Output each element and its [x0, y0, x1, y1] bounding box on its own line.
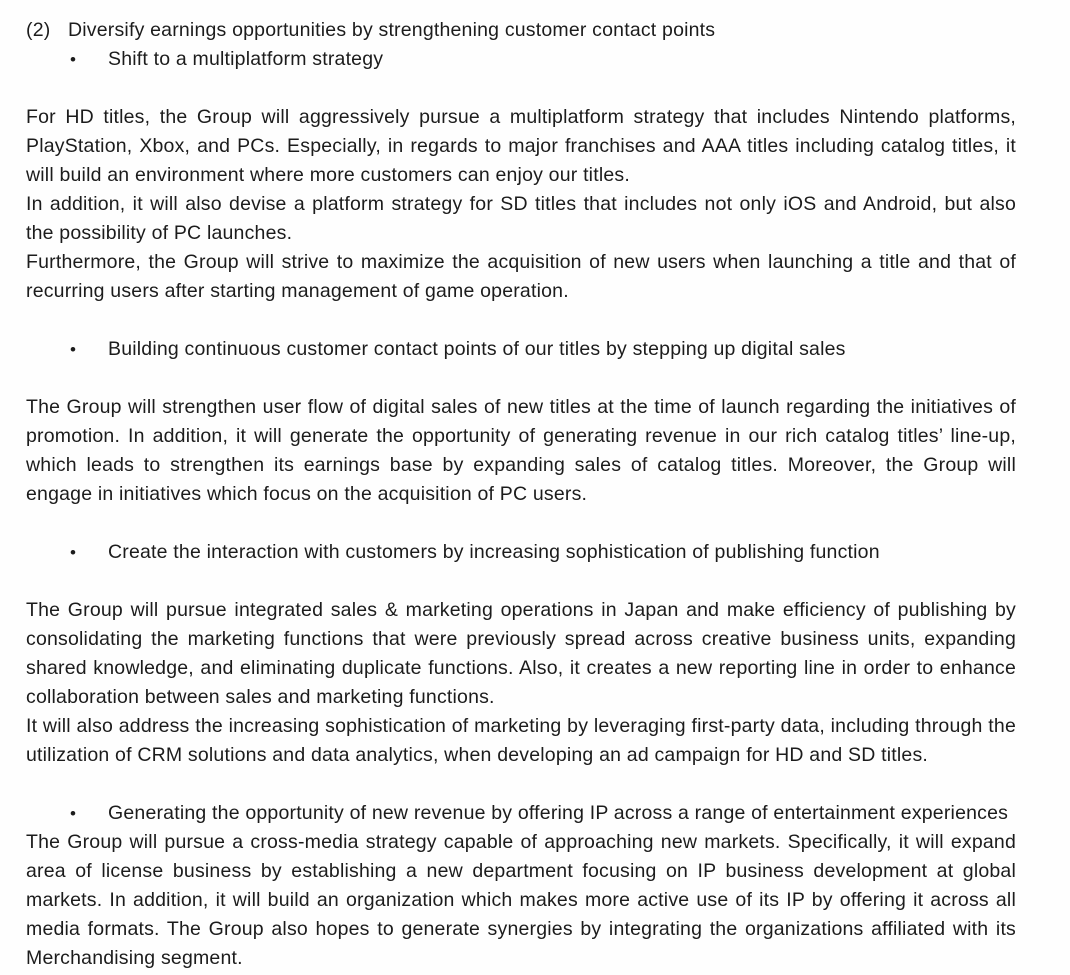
bullet-dot-icon: • — [70, 543, 77, 562]
body-block-multiplatform — [26, 103, 1016, 306]
page-title: Diversify earnings opportunities by strengthening customer contact points — [68, 19, 716, 41]
paragraph: For HD titles, the Group will aggressively pursue a multiplatform strategy that includes Nintendo platforms, PlayStation, Xbox, and PCs. Especially, in regards to major franchises and AAA titles including catalog titles, it will build an environment where more customers can enjoy our titles. — [26, 106, 1016, 186]
paragraph: The Group will pursue integrated sales & marketing operations in Japan and make efficiency of publishing by consolidating the marketing functions that were previously spread across creative business units, expanding shared knowledge, and eliminating duplicate functions. Also, it creates a new reporting line in order to enhance collaboration between sales and marketing functions. — [26, 599, 1016, 708]
section-spacer — [26, 509, 1016, 538]
bullet-label-multiplatform: Shift to a multiplatform strategy — [108, 48, 384, 70]
section-spacer — [26, 306, 1016, 335]
bullet-label-publishing-function: Create the interaction with customers by increasing sophistication of publishing function — [108, 541, 880, 563]
bullet-item-multiplatform — [26, 45, 1016, 103]
paragraph: In addition, it will also devise a platform strategy for SD titles that includes not only iOS and Android, but also the possibility of PC launches. — [26, 193, 1016, 244]
paragraph: The Group will strengthen user flow of digital sales of new titles at the time of launch regarding the initiatives of promotion. In addition, it will generate the opportunity of generating revenue in our rich catalog titles’ line-up, which leads to strengthen its earnings base by expanding sales of catalog titles. Moreover, the Group will engage in initiatives which focus on the acquisition of PC users. — [26, 396, 1016, 505]
bullet-label-digital-sales: Building continuous customer contact points of our titles by stepping up digital sales — [108, 338, 846, 360]
section-heading — [26, 16, 1016, 45]
bullet-dot-icon: • — [70, 50, 77, 69]
paragraph: Furthermore, the Group will strive to maximize the acquisition of new users when launching a title and that of recurring users after starting management of game operation. — [26, 251, 1016, 302]
section-spacer — [26, 770, 1016, 799]
bullet-item-ip-entertainment — [26, 799, 1016, 828]
paragraph: It will also address the increasing sophistication of marketing by leveraging first-party data, including through the utilization of CRM solutions and data analytics, when developing an ad campaign for HD and SD titles. — [26, 715, 1016, 766]
bullet-dot-icon: • — [70, 804, 77, 823]
section-number: (2) — [26, 19, 51, 41]
bullet-item-digital-sales — [26, 335, 1016, 393]
bullet-dot-icon: • — [70, 340, 77, 359]
body-block-digital-sales — [26, 393, 1016, 509]
body-block-publishing-function — [26, 596, 1016, 770]
bullet-label-ip-entertainment: Generating the opportunity of new revenue by offering IP across a range of entertainment experiences — [108, 802, 1009, 824]
body-block-ip-entertainment — [26, 828, 1016, 973]
bullet-item-publishing-function — [26, 538, 1016, 596]
paragraph: The Group will pursue a cross-media strategy capable of approaching new markets. Specifically, it will expand area of license business by establishing a new department focusing on IP business development at global markets. In addition, it will build an organization which makes more active use of its IP by offering it across all media formats. The Group also hopes to generate synergies by integrating the organizations affiliated with its Merchandising segment. — [26, 831, 1016, 969]
